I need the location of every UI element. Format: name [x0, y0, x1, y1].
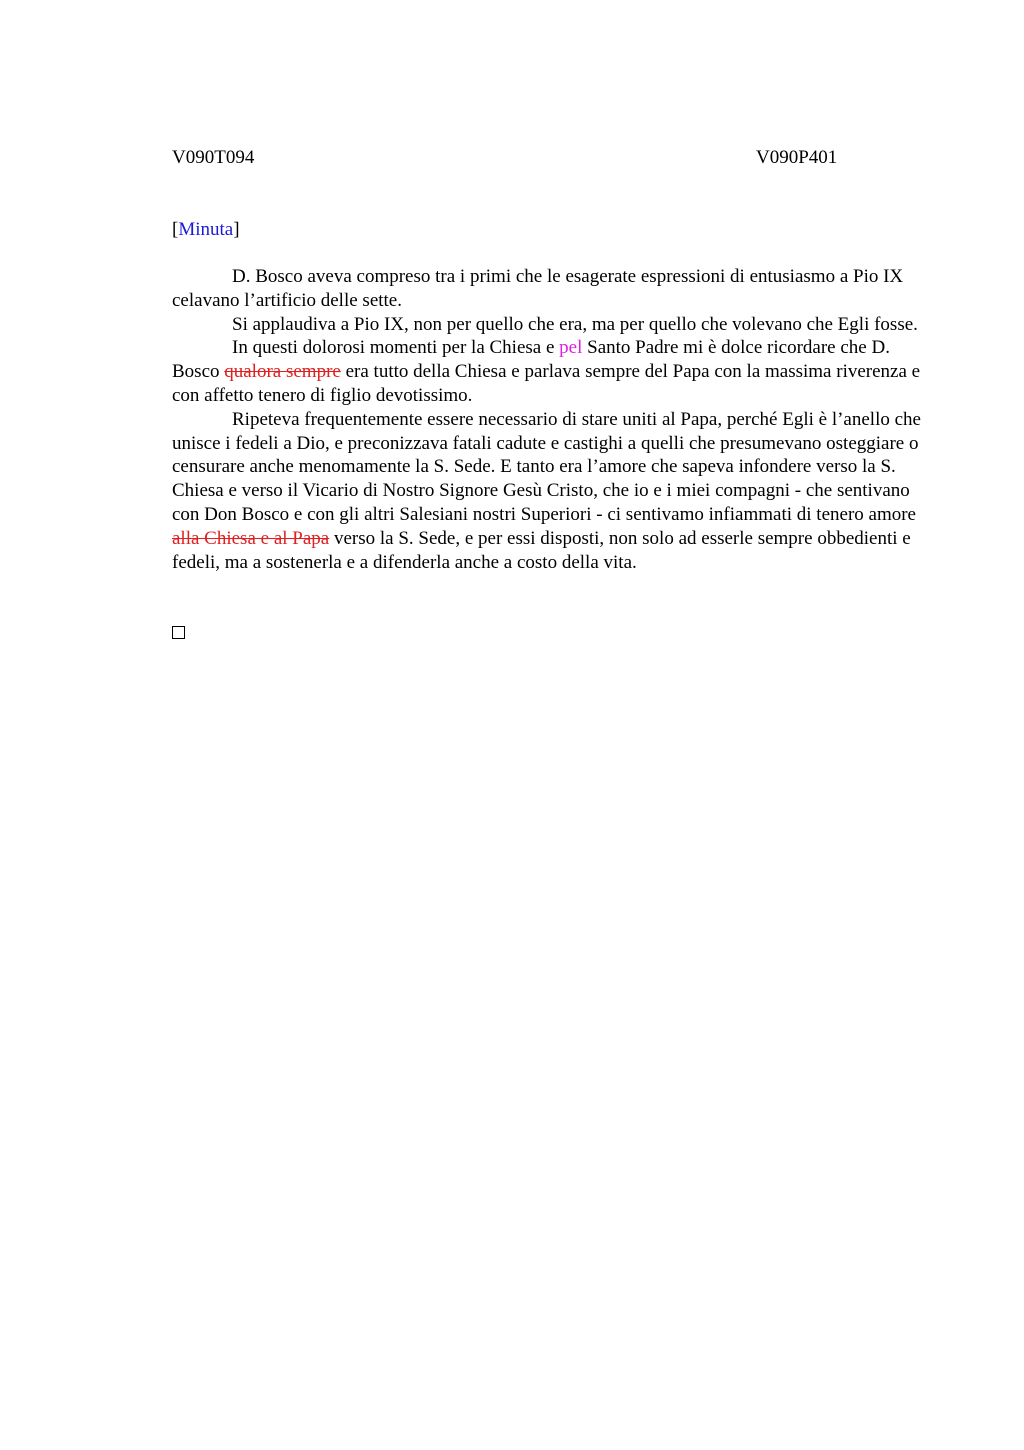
deleted-text: alla Chiesa e al Papa: [172, 527, 330, 549]
header-right-code: V090P401: [756, 147, 838, 168]
paragraph-4-text-b: verso la S. Sede, e per essi disposti, non solo ad esserle sempre obbedienti e fedeli, ma a sostenerla e a difenderla anche a costo della vita.: [172, 527, 911, 573]
paragraph-3-text-c: era tutto della Chiesa e parlava sempre del Papa con la massima riverenza e con affetto tenero di figlio devotissimo.: [172, 361, 921, 406]
body-text: [172, 265, 932, 574]
paragraph-1: D. Bosco aveva compreso tra i primi che le esagerate espressioni di entusiasmo a Pio IX celavano l’artificio delle sette.: [172, 266, 904, 311]
header-left-code: V090T094: [172, 147, 255, 168]
paragraph-3-text-a: In questi dolorosi momenti per la Chiesa e: [232, 337, 560, 359]
paragraph-4-text-a: Ripeteva frequentemente essere necessario di stare uniti al Papa, perché Egli è l’anello che unisce i fedeli a Dio, e preconizzava fatali cadute e castighi a quelli che presumevano osteggiare o censurare anche menomamente la S. Sede. E tanto era l’amore che sapeva infondere verso la S. Chiesa e verso il Vicario di Nostro Signore Gesù Cristo, che io e i miei compagni - che sentivano con Don Bosco e con gli altri Salesiani nostri Superiori - ci sentivamo infiammati di tenero amore: [172, 408, 921, 525]
minuta-label: [172, 218, 240, 242]
inserted-word: pel: [559, 337, 583, 359]
label-text: Minuta: [178, 219, 234, 240]
paragraph-2: Si applaudiva a Pio IX, non per quello che era, ma per quello che volevano che Egli fosse.: [232, 313, 918, 335]
paragraph-4: [172, 408, 932, 575]
end-box-icon: [172, 626, 185, 639]
label-open-bracket: [: [172, 219, 179, 240]
paragraph-3: [172, 336, 932, 407]
deleted-text: qualora sempre: [224, 361, 341, 383]
label-close-bracket: ]: [233, 219, 240, 240]
paragraph-3-text-b: Santo Padre mi è dolce ricordare che D. Bosco: [172, 337, 890, 383]
